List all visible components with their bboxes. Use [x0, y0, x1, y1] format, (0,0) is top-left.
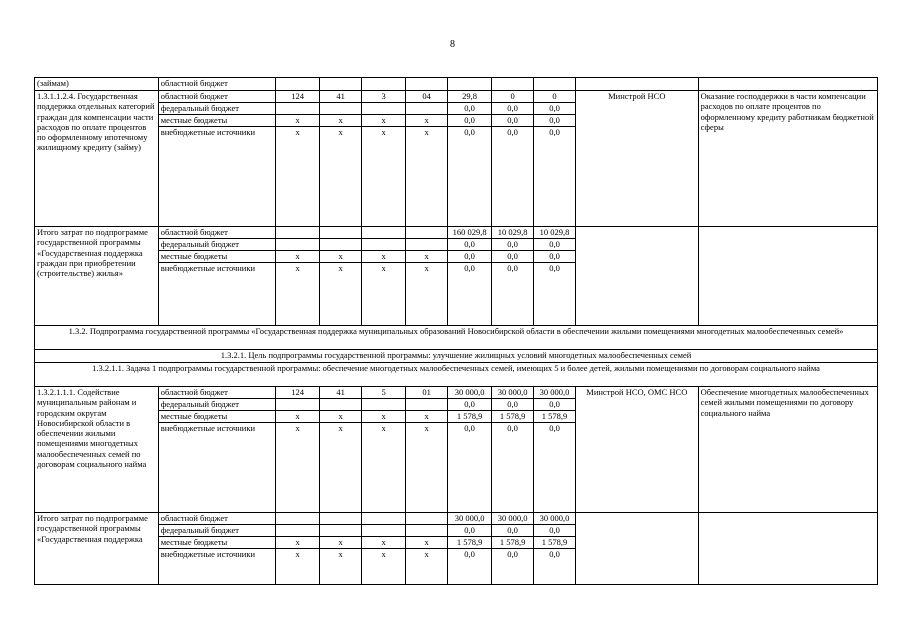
code-cell: х: [276, 411, 320, 423]
expected-result-cell: [698, 227, 877, 326]
amount-cell: 0,0: [534, 115, 576, 127]
funding-source: федеральный бюджет: [158, 525, 275, 537]
code-cell: [320, 525, 362, 537]
code-cell: х: [406, 423, 448, 513]
code-cell: [320, 103, 362, 115]
amount-cell: 1 578,9: [492, 537, 534, 549]
code-cell: [362, 103, 406, 115]
funding-source: внебюджетные источники: [158, 549, 275, 585]
funding-source: областной бюджет: [158, 91, 275, 103]
section-header-row: [35, 350, 878, 363]
page-number: 8: [450, 39, 455, 50]
code-cell: [320, 78, 362, 91]
code-cell: [406, 525, 448, 537]
amount-cell: 0,0: [534, 549, 576, 585]
code-cell: х: [276, 423, 320, 513]
code-cell: х: [276, 251, 320, 263]
amount-cell: 30 000,0: [534, 387, 576, 399]
code-cell: 3: [362, 91, 406, 103]
measure-name: Итого затрат по подпрограмме государственной программы «Государственная поддержка граждан при приобретении (строительстве) жилья»: [35, 227, 159, 326]
code-cell: х: [276, 537, 320, 549]
code-cell: [406, 227, 448, 239]
measure-name: Итого затрат по подпрограмме государственной программы «Государственная поддержка: [35, 513, 159, 585]
code-cell: х: [362, 411, 406, 423]
amount-cell: 0,0: [534, 525, 576, 537]
code-cell: х: [362, 115, 406, 127]
amount-cell: 0,0: [448, 263, 492, 326]
section-header: 1.3.2.1.1. Задача 1 подпрограммы государственной программы: обеспечение многодетных малообеспеченных семей, имеющих 5 и более детей, жилыми помещениями по договорам социального найма: [35, 363, 878, 387]
code-cell: х: [362, 537, 406, 549]
code-cell: [406, 399, 448, 411]
code-cell: х: [362, 251, 406, 263]
code-cell: х: [276, 549, 320, 585]
code-cell: х: [406, 411, 448, 423]
code-cell: [362, 78, 406, 91]
code-cell: х: [320, 127, 362, 227]
code-cell: х: [362, 127, 406, 227]
table-row: [35, 513, 878, 525]
measure-name: 1.3.2.1.1.1. Содействие муниципальным районам и городским округам Новосибирской области в обеспечении жилыми помещениями многодетных малообеспеченных семей по договорам социального найма: [35, 387, 159, 513]
code-cell: х: [406, 549, 448, 585]
executor-cell: Минстрой НСО: [575, 91, 698, 227]
code-cell: х: [276, 263, 320, 326]
section-header-row: [35, 363, 878, 387]
amount-cell: 0,0: [534, 127, 576, 227]
amount-cell: 0,0: [534, 399, 576, 411]
amount-cell: 0: [534, 91, 576, 103]
amount-cell: 29,8: [448, 91, 492, 103]
code-cell: х: [406, 127, 448, 227]
funding-source: федеральный бюджет: [158, 239, 275, 251]
code-cell: [362, 239, 406, 251]
code-cell: [320, 227, 362, 239]
amount-cell: 0,0: [492, 263, 534, 326]
code-cell: [276, 78, 320, 91]
amount-cell: [492, 78, 534, 91]
amount-cell: 0,0: [492, 423, 534, 513]
amount-cell: 30 000,0: [492, 513, 534, 525]
amount-cell: 0,0: [534, 103, 576, 115]
executor-cell: Минстрой НСО, ОМС НСО: [575, 387, 698, 513]
amount-cell: 0,0: [448, 239, 492, 251]
code-cell: 124: [276, 91, 320, 103]
code-cell: [276, 227, 320, 239]
amount-cell: 1 578,9: [534, 411, 576, 423]
code-cell: [406, 513, 448, 525]
amount-cell: 30 000,0: [448, 513, 492, 525]
code-cell: х: [320, 549, 362, 585]
code-cell: х: [406, 251, 448, 263]
funding-source: областной бюджет: [158, 513, 275, 525]
code-cell: [406, 103, 448, 115]
amount-cell: 0,0: [534, 239, 576, 251]
code-cell: 124: [276, 387, 320, 399]
code-cell: [362, 513, 406, 525]
amount-cell: 1 578,9: [492, 411, 534, 423]
budget-table: [34, 77, 878, 585]
amount-cell: 0,0: [492, 399, 534, 411]
code-cell: [276, 399, 320, 411]
amount-cell: 30 000,0: [448, 387, 492, 399]
amount-cell: 0,0: [492, 115, 534, 127]
funding-source: местные бюджеты: [158, 411, 275, 423]
code-cell: х: [276, 115, 320, 127]
funding-source: областной бюджет: [158, 227, 275, 239]
table-row: [35, 227, 878, 239]
amount-cell: 0,0: [448, 115, 492, 127]
code-cell: х: [320, 115, 362, 127]
code-cell: [362, 399, 406, 411]
table-row: [35, 91, 878, 103]
code-cell: [362, 227, 406, 239]
amount-cell: 0,0: [448, 525, 492, 537]
code-cell: х: [406, 115, 448, 127]
code-cell: [320, 399, 362, 411]
amount-cell: 0,0: [448, 549, 492, 585]
funding-source: областной бюджет: [158, 78, 275, 91]
funding-source: внебюджетные источники: [158, 127, 275, 227]
amount-cell: 0,0: [534, 263, 576, 326]
code-cell: х: [320, 251, 362, 263]
amount-cell: 0,0: [534, 423, 576, 513]
table-row: [35, 78, 878, 91]
amount-cell: 1 578,9: [448, 411, 492, 423]
amount-cell: 160 029,8: [448, 227, 492, 239]
amount-cell: 0,0: [448, 251, 492, 263]
amount-cell: 0,0: [448, 103, 492, 115]
funding-source: местные бюджеты: [158, 115, 275, 127]
section-header: 1.3.2. Подпрограмма государственной программы «Государственная поддержка муниципальных образований Новосибирской области в обеспечении жилыми помещениями многодетных малообеспеченных семей»: [35, 326, 878, 350]
executor-cell: [575, 513, 698, 585]
code-cell: 01: [406, 387, 448, 399]
amount-cell: 30 000,0: [492, 387, 534, 399]
expected-result-cell: [698, 513, 877, 585]
code-cell: х: [276, 127, 320, 227]
executor-cell: [575, 227, 698, 326]
funding-source: федеральный бюджет: [158, 103, 275, 115]
code-cell: х: [320, 263, 362, 326]
amount-cell: 0,0: [448, 423, 492, 513]
amount-cell: 0,0: [534, 251, 576, 263]
measure-name: 1.3.1.1.2.4. Государственная поддержка отдельных категорий граждан для компенсации части расходов по оплате процентов по оформленному ипотечному жилищному кредиту (займу): [35, 91, 159, 227]
amount-cell: 0: [492, 91, 534, 103]
code-cell: [406, 239, 448, 251]
code-cell: [276, 239, 320, 251]
code-cell: х: [320, 411, 362, 423]
amount-cell: 1 578,9: [448, 537, 492, 549]
code-cell: [276, 525, 320, 537]
code-cell: х: [406, 263, 448, 326]
amount-cell: [448, 78, 492, 91]
amount-cell: 0,0: [492, 525, 534, 537]
amount-cell: 0,0: [492, 549, 534, 585]
section-header: 1.3.2.1. Цель подпрограммы государственной программы: улучшение жилищных условий многодетных малообеспеченных семей: [35, 350, 878, 363]
code-cell: [406, 78, 448, 91]
code-cell: 41: [320, 91, 362, 103]
code-cell: 41: [320, 387, 362, 399]
expected-result-cell: Обеспечение многодетных малообеспеченных семей жилыми помещениями по договору социального найма: [698, 387, 877, 513]
code-cell: х: [320, 537, 362, 549]
amount-cell: 0,0: [492, 103, 534, 115]
expected-result-cell: [698, 78, 877, 91]
executor-cell: [575, 78, 698, 91]
code-cell: х: [406, 537, 448, 549]
code-cell: [320, 513, 362, 525]
funding-source: местные бюджеты: [158, 537, 275, 549]
code-cell: х: [320, 423, 362, 513]
amount-cell: 0,0: [492, 127, 534, 227]
section-header-row: [35, 326, 878, 350]
code-cell: [362, 525, 406, 537]
expected-result-cell: Оказание господдержки в части компенсации расходов по оплате процентов по оформленному кредиту работникам бюджетной сферы: [698, 91, 877, 227]
funding-source: областной бюджет: [158, 387, 275, 399]
code-cell: [276, 103, 320, 115]
amount-cell: 0,0: [448, 399, 492, 411]
amount-cell: 0,0: [492, 251, 534, 263]
amount-cell: 0,0: [448, 127, 492, 227]
code-cell: 04: [406, 91, 448, 103]
amount-cell: 30 000,0: [534, 513, 576, 525]
funding-source: внебюджетные источники: [158, 263, 275, 326]
amount-cell: [534, 78, 576, 91]
code-cell: х: [362, 263, 406, 326]
table-row: [35, 387, 878, 399]
amount-cell: 1 578,9: [534, 537, 576, 549]
funding-source: федеральный бюджет: [158, 399, 275, 411]
amount-cell: 10 029,8: [534, 227, 576, 239]
funding-source: местные бюджеты: [158, 251, 275, 263]
funding-source: внебюджетные источники: [158, 423, 275, 513]
amount-cell: 0,0: [492, 239, 534, 251]
measure-name: (займам): [35, 78, 159, 91]
code-cell: х: [362, 549, 406, 585]
code-cell: [276, 513, 320, 525]
code-cell: 5: [362, 387, 406, 399]
code-cell: [320, 239, 362, 251]
code-cell: х: [362, 423, 406, 513]
amount-cell: 10 029,8: [492, 227, 534, 239]
